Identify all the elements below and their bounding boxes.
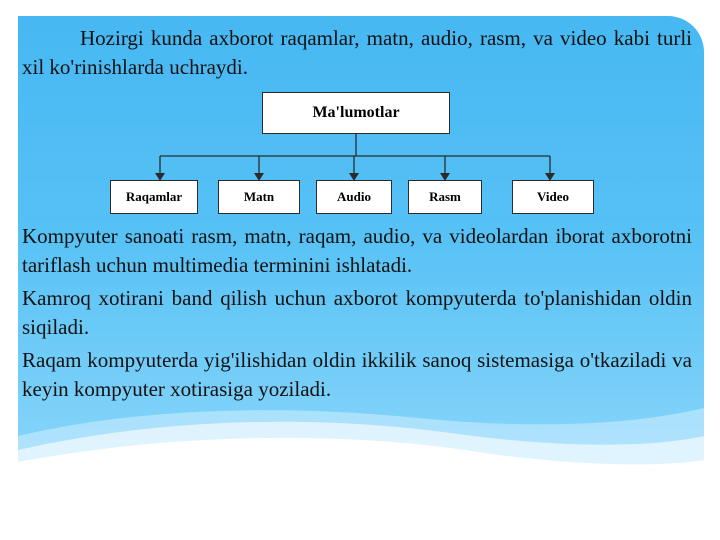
paragraph-multimedia: Kompyuter sanoati rasm, matn, raqam, audio, va videolardan iborat axborotni tariflash uchun multimedia terminini ishlatadi. — [22, 224, 692, 277]
slide — [18, 16, 704, 490]
diagram-root-box: Ma'lumotlar — [262, 92, 450, 134]
paragraph-binary: Raqam kompyuterda yig'ilishidan oldin ikkilik sanoq sistemasiga o'tkaziladi va keyin kompyuter xotirasiga yoziladi. — [22, 348, 692, 401]
diagram-child-rasm: Rasm — [408, 180, 482, 214]
paragraph-compression: Kamroq xotirani band qilish uchun axborot kompyuterda to'planishidan oldin siqiladi. — [22, 286, 692, 339]
diagram-child-raqamlar: Raqamlar — [110, 180, 198, 214]
intro-paragraph: Hozirgi kunda axborot raqamlar, matn, audio, rasm, va video kabi turli xil ko'rinishlarda uchraydi. — [22, 26, 692, 79]
diagram-child-matn: Matn — [218, 180, 300, 214]
diagram-child-video: Video — [512, 180, 594, 214]
diagram-child-audio: Audio — [316, 180, 392, 214]
